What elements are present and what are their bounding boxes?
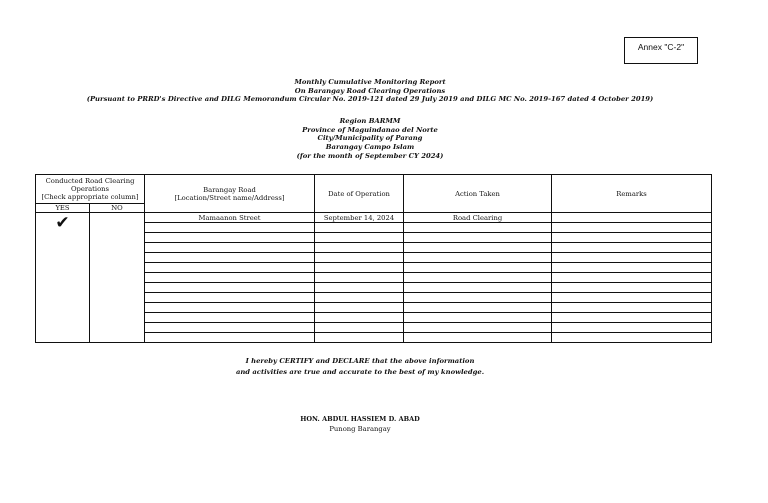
no-column-cell [90,213,145,343]
cell-road [145,253,315,263]
cell-road [145,293,315,303]
cell-action [404,303,552,313]
cell-road [145,313,315,323]
cell-remarks [552,333,712,343]
yes-column-cell [36,213,90,343]
cell-road [145,233,315,243]
report-header [30,78,710,104]
cell-road [145,303,315,313]
certification [30,356,690,377]
cell-date: September 14, 2024 [315,213,404,223]
cell-date [315,273,404,283]
action-header: Action Taken [404,175,552,213]
cell-remarks [552,303,712,313]
cell-action [404,263,552,273]
cell-action [404,293,552,303]
cell-date [315,283,404,293]
road-header-line2: [Location/Street name/Address] [174,193,285,202]
cell-remarks [552,263,712,273]
province: Province of Maguindanao del Norte [302,125,438,134]
cell-road [145,273,315,283]
region: Region BARMM [339,117,401,125]
conducted-header [36,175,145,204]
cell-action [404,223,552,233]
cell-date [315,293,404,303]
cell-remarks [552,243,712,253]
cell-date [315,323,404,333]
cell-date [315,223,404,233]
cell-action [404,233,552,243]
cell-action [404,333,552,343]
report-pursuant: (Pursuant to PRRD's Directive and DILG Memorandum Circular No. 2019-121 dated 29 July 2019 and DILG MC No. 2019-167 dated 4 October 2019) [86,95,654,104]
cell-remarks [552,283,712,293]
city: City/Municipality of Parang [317,134,423,143]
report-title: Monthly Cumulative Monitoring Report [294,78,446,86]
check-mark-icon: ✔ [55,213,70,233]
cell-action: Road Clearing [404,213,552,223]
cell-road [145,263,315,273]
table-row [36,213,712,223]
barangay: Barangay Campo Islam [325,143,415,152]
cell-date [315,263,404,273]
cell-road [145,323,315,333]
cell-remarks [552,223,712,233]
cell-road [145,333,315,343]
cell-date [315,253,404,263]
cell-action [404,243,552,253]
road-header-line1: Barangay Road [203,185,256,194]
conducted-header-line1: Conducted Road Clearing [45,177,135,185]
report-subtitle: On Barangay Road Clearing Operations [294,86,446,95]
signatory-name: HON. ABDUL HASSIEM D. ABAD [300,415,420,423]
cell-remarks [552,273,712,283]
cell-remarks [552,213,712,223]
location-block [30,117,710,161]
cell-road: Mamaanon Street [145,213,315,223]
road-header [145,175,315,213]
cell-date [315,303,404,313]
annex-label: Annex "C-2" [624,37,698,64]
date-header: Date of Operation [315,175,404,213]
cell-date [315,333,404,343]
cell-date [315,233,404,243]
cell-action [404,313,552,323]
remarks-header: Remarks [552,175,712,213]
yes-header: YES [36,204,90,213]
no-header: NO [90,204,145,213]
report-period: (for the month of September CY 2024) [296,151,444,160]
cell-remarks [552,233,712,243]
conducted-header-line3: [Check appropriate column] [41,193,139,201]
monitoring-table [35,174,712,343]
cell-road [145,283,315,293]
cell-remarks [552,313,712,323]
certify-line1: I hereby CERTIFY and DECLARE that the above information [245,357,475,365]
cell-remarks [552,253,712,263]
signatory-title: Punong Barangay [329,425,391,433]
cell-date [315,243,404,253]
cell-road [145,243,315,253]
cell-action [404,253,552,263]
cell-action [404,323,552,333]
cell-date [315,313,404,323]
cell-remarks [552,293,712,303]
cell-road [145,223,315,233]
cell-action [404,283,552,293]
conducted-header-line2: Operations [70,185,110,193]
certify-line2: and activities are true and accurate to the best of my knowledge. [235,367,485,376]
cell-action [404,273,552,283]
cell-remarks [552,323,712,333]
